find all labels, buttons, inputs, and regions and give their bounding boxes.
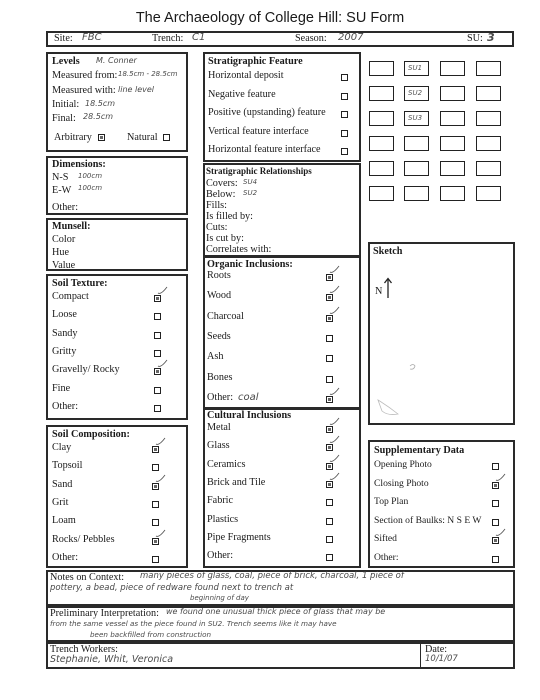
su-grid-cell[interactable] xyxy=(476,111,501,126)
cultural-checkbox-0[interactable] xyxy=(326,426,333,433)
organic-label-2: Charcoal xyxy=(207,310,244,322)
soil-texture-checkbox-3[interactable] xyxy=(154,350,161,357)
final-label: Final: xyxy=(52,113,76,124)
below-label: Below: xyxy=(206,189,236,200)
below-value[interactable]: SU2 xyxy=(243,189,258,197)
supplementary-checkbox-2[interactable] xyxy=(492,500,499,507)
season-value[interactable]: 2007 xyxy=(338,32,364,43)
su-grid-cell[interactable] xyxy=(476,136,501,151)
organic-label-0: Roots xyxy=(207,270,231,281)
workers-date-divider xyxy=(420,643,421,668)
cultural-checkbox-5[interactable] xyxy=(326,518,333,525)
cultural-check-mark-icon-2 xyxy=(329,454,340,464)
strat-feature-checkbox-2[interactable] xyxy=(341,111,348,118)
su-grid-cell[interactable] xyxy=(369,136,394,151)
organic-checkbox-2[interactable] xyxy=(326,315,333,322)
cultural-checkbox-3[interactable] xyxy=(326,481,333,488)
su-grid-cell[interactable] xyxy=(440,161,465,176)
notes-line-2[interactable]: pottery, a bead, piece of redware found next to trench at xyxy=(50,583,294,593)
strat-feature-label-0: Horizontal deposit xyxy=(208,70,284,81)
organic-check-mark-icon-0 xyxy=(329,265,340,275)
measured-from-label: Measured from: xyxy=(52,70,118,81)
measured-from-value[interactable]: 18.5cm - 28.5cm xyxy=(118,70,178,78)
su-grid-cell[interactable] xyxy=(369,161,394,176)
soil-composition-checkbox-4[interactable] xyxy=(152,519,159,526)
soil-composition-label-2: Sand xyxy=(52,478,73,490)
levels-heading: Levels xyxy=(52,56,80,67)
organic-label-4: Ash xyxy=(207,351,224,363)
soil-texture-check-mark-icon-0 xyxy=(157,286,168,296)
supplementary-heading: Supplementary Data xyxy=(374,445,465,456)
soil-composition-label-1: Topsoil xyxy=(52,460,83,472)
cultural-check-mark-icon-0 xyxy=(329,417,340,427)
cut-by-label: Is cut by: xyxy=(206,233,244,244)
supplementary-label-0: Opening Photo xyxy=(374,459,432,470)
levels-heading-note: M. Conner xyxy=(96,56,137,65)
organic-checkbox-3[interactable] xyxy=(326,335,333,342)
su-grid-cell[interactable] xyxy=(369,111,394,126)
su-grid-cell[interactable] xyxy=(476,61,501,76)
cultural-check-mark-icon-1 xyxy=(329,435,340,445)
strat-feature-label-2: Positive (upstanding) feature xyxy=(208,107,326,119)
sketch-drawing xyxy=(370,350,430,420)
organic-checkbox-4[interactable] xyxy=(326,355,333,362)
trench-label: Trench: xyxy=(152,33,184,44)
cultural-checkbox-1[interactable] xyxy=(326,444,333,451)
soil-texture-checkbox-4[interactable] xyxy=(154,368,161,375)
measured-with-label: Measured with: xyxy=(52,85,116,96)
strat-feature-checkbox-0[interactable] xyxy=(341,74,348,81)
soil-composition-checkbox-0[interactable] xyxy=(152,446,159,453)
strat-feature-label-4: Horizontal feature interface xyxy=(208,144,321,156)
interpretation-line-2[interactable]: from the same vessel as the piece found in SU2. Trench seems like it may have xyxy=(50,619,337,628)
soil-composition-label-5: Rocks/ Pebbles xyxy=(52,533,115,545)
su-grid-cell[interactable] xyxy=(440,136,465,151)
supplementary-checkbox-1[interactable] xyxy=(492,482,499,489)
strat-relationships-heading: Stratigraphic Relationships xyxy=(206,166,312,176)
soil-composition-check-mark-icon-0 xyxy=(155,437,166,447)
organic-label-6: Other: xyxy=(207,391,234,403)
supplementary-checkbox-5[interactable] xyxy=(492,556,499,563)
soil-composition-checkbox-5[interactable] xyxy=(152,538,159,545)
soil-composition-label-3: Grit xyxy=(52,496,69,508)
supplementary-label-1: Closing Photo xyxy=(374,477,429,489)
organic-heading: Organic Inclusions: xyxy=(207,259,293,270)
su-grid-cell[interactable] xyxy=(476,161,501,176)
organic-check-mark-icon-2 xyxy=(329,306,340,316)
ew-value[interactable]: 100cm xyxy=(78,184,103,192)
site-value[interactable]: FBC xyxy=(82,32,102,43)
date-value[interactable]: 10/1/07 xyxy=(425,654,458,664)
season-label: Season: xyxy=(295,33,327,44)
soil-texture-label-0: Compact xyxy=(52,291,89,302)
soil-texture-label-4: Gravelly/ Rocky xyxy=(52,364,120,376)
soil-texture-label-3: Gritty xyxy=(52,345,77,357)
cultural-label-6: Pipe Fragments xyxy=(207,531,271,543)
cultural-check-mark-icon-3 xyxy=(329,472,340,482)
fills-label: Fills: xyxy=(206,200,227,211)
dimensions-other-label: Other: xyxy=(52,202,79,213)
supplementary-checkbox-4[interactable] xyxy=(492,537,499,544)
strat-feature-heading: Stratigraphic Feature xyxy=(208,56,303,67)
north-arrow-icon xyxy=(383,277,393,299)
soil-texture-checkbox-1[interactable] xyxy=(154,313,161,320)
site-label: Site: xyxy=(54,33,73,44)
trench-value[interactable]: C1 xyxy=(192,32,206,43)
supplementary-check-mark-icon-1 xyxy=(495,473,506,483)
cultural-label-1: Glass xyxy=(207,440,230,452)
supplementary-label-3: Section of Baulks: N S E W xyxy=(374,514,482,526)
strat-feature-label-3: Vertical feature interface xyxy=(208,125,309,137)
arbitrary-label: Arbitrary xyxy=(54,132,92,143)
organic-check-mark-icon-6 xyxy=(329,387,340,397)
supplementary-check-mark-icon-4 xyxy=(495,528,506,538)
final-value[interactable]: 28.5cm xyxy=(83,112,114,121)
soil-texture-heading: Soil Texture: xyxy=(52,278,108,289)
soil-composition-check-mark-icon-5 xyxy=(155,529,166,539)
notes-line-3[interactable]: beginning of day xyxy=(190,594,249,602)
su-grid-cell[interactable] xyxy=(369,186,394,201)
supplementary-label-5: Other: xyxy=(374,552,399,563)
soil-texture-checkbox-6[interactable] xyxy=(154,405,161,412)
strat-feature-checkbox-3[interactable] xyxy=(341,130,348,137)
soil-texture-checkbox-2[interactable] xyxy=(154,332,161,339)
su-grid-cell[interactable] xyxy=(440,186,465,201)
measured-with-value[interactable]: line level xyxy=(118,85,155,94)
su-grid-cell[interactable] xyxy=(369,86,394,101)
munsell-value-label: Value xyxy=(52,260,76,271)
soil-composition-check-mark-icon-2 xyxy=(155,474,166,484)
cultural-label-4: Fabric xyxy=(207,495,234,507)
form-title: The Archaeology of College Hill: SU Form xyxy=(135,10,405,26)
soil-composition-checkbox-1[interactable] xyxy=(152,464,159,471)
soil-composition-checkbox-3[interactable] xyxy=(152,501,159,508)
interpretation-line-1[interactable]: we found one unusual thick piece of glass that may be xyxy=(166,607,386,616)
soil-composition-heading: Soil Composition: xyxy=(52,429,130,440)
soil-composition-label-6: Other: xyxy=(52,551,79,563)
su-grid-cell[interactable] xyxy=(404,136,429,151)
notes-label: Notes on Context: xyxy=(50,572,125,583)
organic-checkbox-6[interactable] xyxy=(326,396,333,403)
soil-texture-check-mark-icon-4 xyxy=(157,359,168,369)
ns-value[interactable]: 100cm xyxy=(78,172,103,180)
cultural-label-2: Ceramics xyxy=(207,458,246,470)
cultural-label-7: Other: xyxy=(207,550,234,562)
organic-checkbox-5[interactable] xyxy=(326,376,333,383)
su-grid-cell[interactable] xyxy=(404,111,429,126)
interpretation-line-3[interactable]: been backfilled from construction xyxy=(90,630,212,639)
su-grid-cell[interactable] xyxy=(404,61,429,76)
organic-label-5: Bones xyxy=(207,371,233,383)
header-strip xyxy=(46,31,514,47)
cultural-checkbox-2[interactable] xyxy=(326,463,333,470)
soil-composition-checkbox-6[interactable] xyxy=(152,556,159,563)
su-grid-cell[interactable] xyxy=(476,186,501,201)
munsell-hue-label: Hue xyxy=(52,247,69,258)
supplementary-label-2: Top Plan xyxy=(374,496,409,508)
cultural-checkbox-7[interactable] xyxy=(326,554,333,561)
date-label: Date: xyxy=(425,644,448,655)
cultural-checkbox-6[interactable] xyxy=(326,536,333,543)
organic-label-3: Seeds xyxy=(207,330,231,342)
cultural-label-3: Brick and Tile xyxy=(207,476,266,488)
soil-composition-label-0: Clay xyxy=(52,442,72,453)
cultural-checkbox-4[interactable] xyxy=(326,499,333,506)
organic-label-1: Wood xyxy=(207,290,232,302)
soil-composition-checkbox-2[interactable] xyxy=(152,483,159,490)
strat-feature-checkbox-1[interactable] xyxy=(341,93,348,100)
cultural-heading: Cultural Inclusions xyxy=(207,410,292,421)
su-grid-cell[interactable] xyxy=(440,86,465,101)
workers-value[interactable]: Stephanie, Whit, Veronica xyxy=(50,654,174,665)
north-label: N xyxy=(375,286,383,297)
su-grid-cell[interactable] xyxy=(404,161,429,176)
cultural-label-0: Metal xyxy=(207,422,231,433)
su-grid-value-0: SU1 xyxy=(408,64,423,72)
supplementary-checkbox-0[interactable] xyxy=(492,463,499,470)
soil-composition-label-4: Loam xyxy=(52,515,76,527)
covers-label: Covers: xyxy=(206,178,238,189)
natural-checkbox[interactable] xyxy=(163,134,170,141)
cuts-label: Cuts: xyxy=(206,222,228,233)
su-grid-value-2: SU3 xyxy=(408,114,423,122)
dimensions-heading: Dimensions: xyxy=(52,159,106,170)
organic-check-mark-icon-1 xyxy=(329,285,340,295)
su-label: SU: xyxy=(467,33,483,44)
cultural-label-5: Plastics xyxy=(207,513,239,525)
su-grid-cell[interactable] xyxy=(440,61,465,76)
filled-by-label: Is filled by: xyxy=(206,211,253,222)
organic-checkbox-1[interactable] xyxy=(326,294,333,301)
covers-value[interactable]: SU4 xyxy=(243,178,258,186)
su-grid-cell[interactable] xyxy=(476,86,501,101)
su-grid-cell[interactable] xyxy=(404,86,429,101)
interpretation-label: Preliminary Interpretation: xyxy=(50,608,159,619)
sketch-heading: Sketch xyxy=(373,246,403,257)
soil-texture-checkbox-5[interactable] xyxy=(154,387,161,394)
initial-label: Initial: xyxy=(52,99,80,110)
workers-label: Trench Workers: xyxy=(50,644,118,655)
strat-feature-label-1: Negative feature xyxy=(208,88,276,100)
arbitrary-checkbox[interactable] xyxy=(98,134,105,141)
initial-value[interactable]: 18.5cm xyxy=(85,99,116,108)
su-grid-cell[interactable] xyxy=(369,61,394,76)
munsell-heading: Munsell: xyxy=(52,221,91,232)
natural-label: Natural xyxy=(127,132,158,143)
supplementary-label-4: Sifted xyxy=(374,533,397,545)
soil-texture-label-5: Fine xyxy=(52,382,71,394)
supplementary-checkbox-3[interactable] xyxy=(492,519,499,526)
su-grid-cell[interactable] xyxy=(440,111,465,126)
strat-feature-checkbox-4[interactable] xyxy=(341,148,348,155)
organic-checkbox-0[interactable] xyxy=(326,274,333,281)
notes-line-1[interactable]: many pieces of glass, coal, piece of brick, charcoal, 1 piece of xyxy=(140,571,404,581)
soil-texture-checkbox-0[interactable] xyxy=(154,295,161,302)
su-grid-cell[interactable] xyxy=(404,186,429,201)
soil-texture-label-6: Other: xyxy=(52,400,79,412)
correlates-label: Correlates with: xyxy=(206,244,272,255)
su-value[interactable]: 3 xyxy=(487,31,495,44)
su-grid-value-1: SU2 xyxy=(408,89,423,97)
soil-texture-label-2: Sandy xyxy=(52,327,78,339)
ew-label: E-W xyxy=(52,185,72,196)
organic-other-value[interactable]: coal xyxy=(238,392,259,403)
munsell-color-label: Color xyxy=(52,234,76,245)
ns-label: N-S xyxy=(52,172,69,183)
soil-texture-label-1: Loose xyxy=(52,309,77,321)
